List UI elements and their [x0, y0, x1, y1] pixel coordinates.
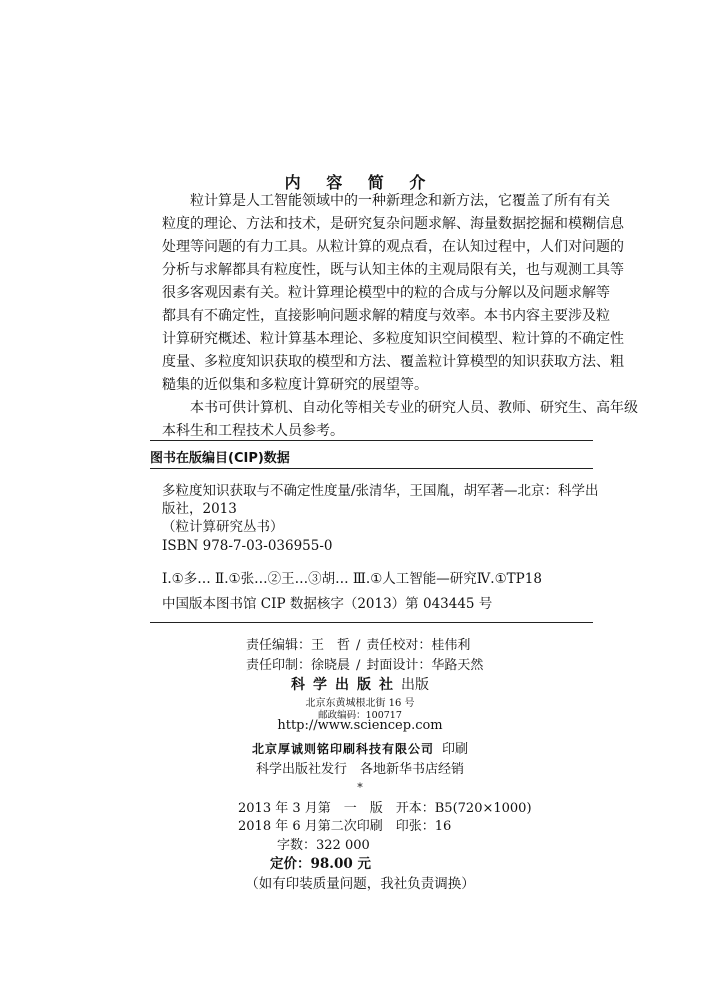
publisher-suffix: 出版 [401, 677, 429, 693]
divider-top [150, 440, 593, 441]
printer-name: 北京厚诚则铭印刷科技有限公司 [251, 742, 434, 756]
credits-row-1 [246, 634, 470, 653]
credit-cover-design: 封面设计：华路天然 [366, 658, 484, 673]
summary-line: 很多客观因素有关。粒计算理论模型中的粒的合成与分解以及问题求解等 [162, 285, 610, 301]
distribution-line: 科学出版社发行 各地新华书店经销 [255, 762, 464, 777]
cip-series: （粒计算研究丛书） [162, 519, 284, 535]
publisher-name: 科学出版社 [291, 677, 401, 693]
credits-row-2 [246, 654, 483, 673]
credit-proofreader: 责任校对：桂伟利 [366, 638, 471, 653]
credit-separator: / [356, 638, 361, 653]
publisher-postal-code: 邮政编码：100717 [318, 710, 402, 721]
publisher-line [0, 674, 720, 694]
divider-credits [150, 622, 593, 623]
cip-classification: Ⅰ.①多… Ⅱ.①张…②王…③胡… Ⅲ.①人工智能—研究Ⅳ.①TP18 [162, 571, 542, 587]
summary-line: 粒度的理论、方法和技术，是研究复杂问题求解、海量数据挖掘和模糊信息 [162, 216, 624, 232]
edition-reprint: 2018 年 6 月第二次印刷 印张：16 [238, 819, 452, 834]
summary-line: 分析与求解都具有粒度性，既与认知主体的主观局限有关，也与观测工具等 [162, 262, 624, 278]
printer-suffix: 印刷 [442, 742, 469, 757]
credit-separator: / [356, 658, 361, 673]
summary-paragraph-2-body [162, 397, 638, 443]
cip-description-line: 版社，2013 [162, 501, 237, 517]
divider-cip [150, 468, 593, 469]
publisher-address: 北京东黄城根北街 16 号 [305, 698, 415, 709]
cip-verification: 中国版本图书馆 CIP 数据核字（2013）第 043445 号 [162, 596, 493, 612]
publisher-website: http://www.sciencep.com [277, 718, 443, 733]
summary-title: 内 容 简 介 [284, 173, 436, 192]
edition-first: 2013 年 3 月第 一 版 开本：B5(720×1000) [238, 801, 532, 816]
summary-line: 度量、多粒度知识获取的模型和方法、覆盖粒计算模型的知识获取方法、粗 [162, 354, 624, 370]
credit-printing-supervisor: 责任印制：徐晓晨 [246, 658, 351, 673]
summary-line: 粒计算是人工智能领域中的一种新理念和新方法，它覆盖了所有有关 [190, 193, 610, 209]
quality-notice: （如有印装质量问题，我社负责调换） [245, 876, 475, 892]
price: 定价：98.00 元 [270, 856, 371, 872]
summary-line: 本科生和工程技术人员参考。 [162, 423, 344, 439]
summary-line: 都具有不确定性，直接影响问题求解的精度与效率。本书内容主要涉及粒 [162, 308, 610, 324]
printer-line [0, 738, 720, 757]
separator-star: * [357, 781, 363, 794]
summary-paragraph-1 [162, 190, 624, 397]
summary-line: 本书可供计算机、自动化等相关专业的研究人员、教师、研究生、高年级 [190, 400, 638, 416]
summary-line: 糙集的近似集和多粒度计算研究的展望等。 [162, 377, 428, 393]
cip-isbn: ISBN 978-7-03-036955-0 [162, 538, 333, 554]
summary-line: 计算研究概述、粒计算基本理论、多粒度知识空间模型、粒计算的不确定性 [162, 331, 624, 347]
credit-editor: 责任编辑：王 哲 [246, 638, 351, 653]
cip-heading: 图书在版编目(CIP)数据 [150, 451, 290, 466]
cip-description [162, 482, 599, 518]
word-count: 字数：322 000 [277, 838, 370, 853]
summary-line: 处理等问题的有力工具。从粒计算的观点看，在认知过程中，人们对问题的 [162, 239, 624, 255]
cip-description-line: 多粒度知识获取与不确定性度量/张清华，王国胤，胡军著—北京：科学出 [162, 483, 599, 499]
